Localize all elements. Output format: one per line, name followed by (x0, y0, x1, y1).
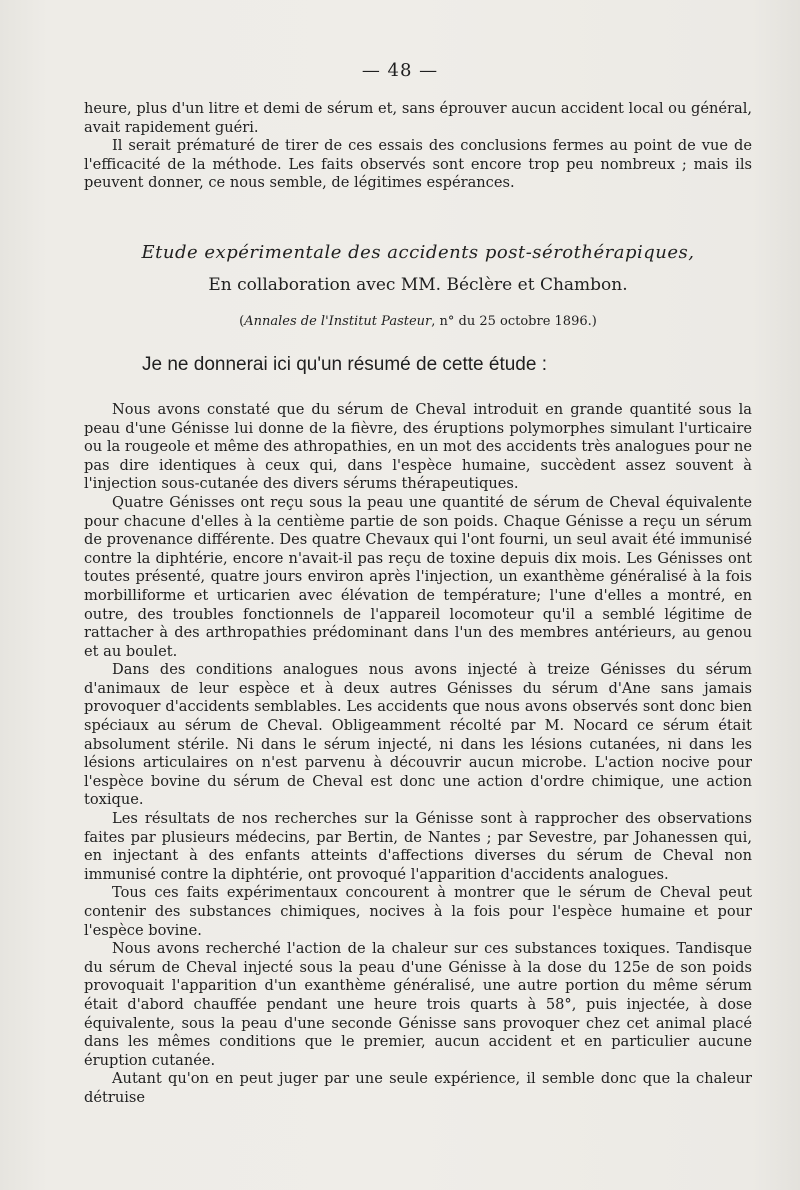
section-heading (84, 241, 752, 331)
body-paragraph: Tous ces faits expérimentaux concourent à montrer que le sérum de Cheval peut contenir des substances chimiques, nocives à la fois pour l'espèce humaine et pour l'espèce bovine. (84, 884, 752, 939)
opening-paragraph-continued: heure, plus d'un litre et demi de sérum et, sans éprouver aucun accident local ou général, avait rapidement guéri. (84, 100, 752, 136)
summary-intro: Je ne donnerai ici qu'un résumé de cette étude : (142, 353, 548, 375)
citation-details: , n° du 25 octobre 1896.) (431, 313, 597, 329)
citation-open: ( (239, 313, 245, 329)
body-paragraph: Quatre Génisses ont reçu sous la peau une quantité de sérum de Cheval équivalente pour chacune d'elles à la centième partie de son poids. Chaque Génisse a reçu un sérum de provenance différente. Des quatre Chevaux qui l'ont fourni, un seul avait été immunisé contre la diphtérie, encore n'avait-il pas reçu de toxine depuis dix mois. Les Génisses ont toutes présenté, quatre jours environ après l'injection, un exanthème généralisé à la fois morbilliforme et urticarien avec élévation de température; l'une d'elles a montré, en outre, des troubles fonctionnels de l'appareil locomoteur qu'il a semblé légitime de rattacher à des arthropathies prédominant dans l'un des membres antérieurs, au genou et au boulet. (84, 493, 752, 660)
body-paragraph: Nous avons recherché l'action de la chaleur sur ces substances toxiques. Tandisque du sérum de Cheval injecté sous la peau d'une Génisse à la dose du 125e de son poids provoquait l'apparition d'un exanthème généralisé, une autre portion du même sérum était d'abord chauffée pendant une heure trois quarts à 58°, puis injectée, à dose équivalente, sous la peau d'une seconde Génisse sans provoquer chez cet animal placé dans les mêmes conditions que le premier, aucun accident et en particulier aucune éruption cutanée. (84, 940, 752, 1069)
body-text (84, 401, 752, 1108)
body-paragraph: Dans des conditions analogues nous avons injecté à treize Génisses du sérum d'animaux de leur espèce et à deux autres Génisses du sérum d'Ane sans jamais provoquer d'accidents semblables. Les accidents que nous avons observés sont donc bien spéciaux au sérum de Cheval. Obligeamment récolté par M. Nocard ce sérum était absolument stérile. Ni dans le sérum injecté, ni dans les lésions cutanées, ni dans les lésions articulaires on n'est parvenu à découvrir aucun microbe. L'action nocive pour l'espèce bovine du sérum de Cheval est donc une action d'ordre chimique, une action toxique. (84, 661, 752, 809)
citation-journal: Annales de l'Institut Pasteur (244, 313, 432, 329)
page-number: — 48 — (361, 60, 439, 81)
page-content (84, 100, 752, 1108)
collaboration-line: En collaboration avec MM. Béclère et Chambon. (208, 274, 628, 295)
citation (84, 313, 752, 331)
body-paragraph: Autant qu'on en peut juger par une seule expérience, il semble donc que la chaleur détruise (84, 1070, 752, 1106)
opening-paragraph-conclusion: Il serait prématuré de tirer de ces essais des conclusions fermes au point de vue de l'efficacité de la méthode. Les faits observés sont encore trop peu nombreux ; mais ils peuvent donner, ce nous semble, de légitimes espérances. (84, 137, 752, 192)
body-paragraph: Nous avons constaté que du sérum de Cheval introduit en grande quantité sous la peau d'une Génisse lui donne de la fièvre, des éruptions polymorphes simulant l'urticaire ou la rougeole et même des athropathies, en un mot des accidents très analogues pour ne pas dire identiques à ceux qui, dans l'espèce humaine, succèdent assez souvent à l'injection sous-cutanée des divers sérums thérapeutiques. (84, 400, 752, 493)
section-title: Etude expérimentale des accidents post-sérothérapiques, (141, 241, 695, 263)
body-paragraph: Les résultats de nos recherches sur la Génisse sont à rapprocher des observations faites par plusieurs médecins, par Bertin, de Nantes ; par Sevestre, par Johanessen qui, en injectant à des enfants atteints d'affections diverses du sérum de Cheval non immunisé contre la diphtérie, ont provoqué l'apparition d'accidents analogues. (84, 810, 752, 883)
